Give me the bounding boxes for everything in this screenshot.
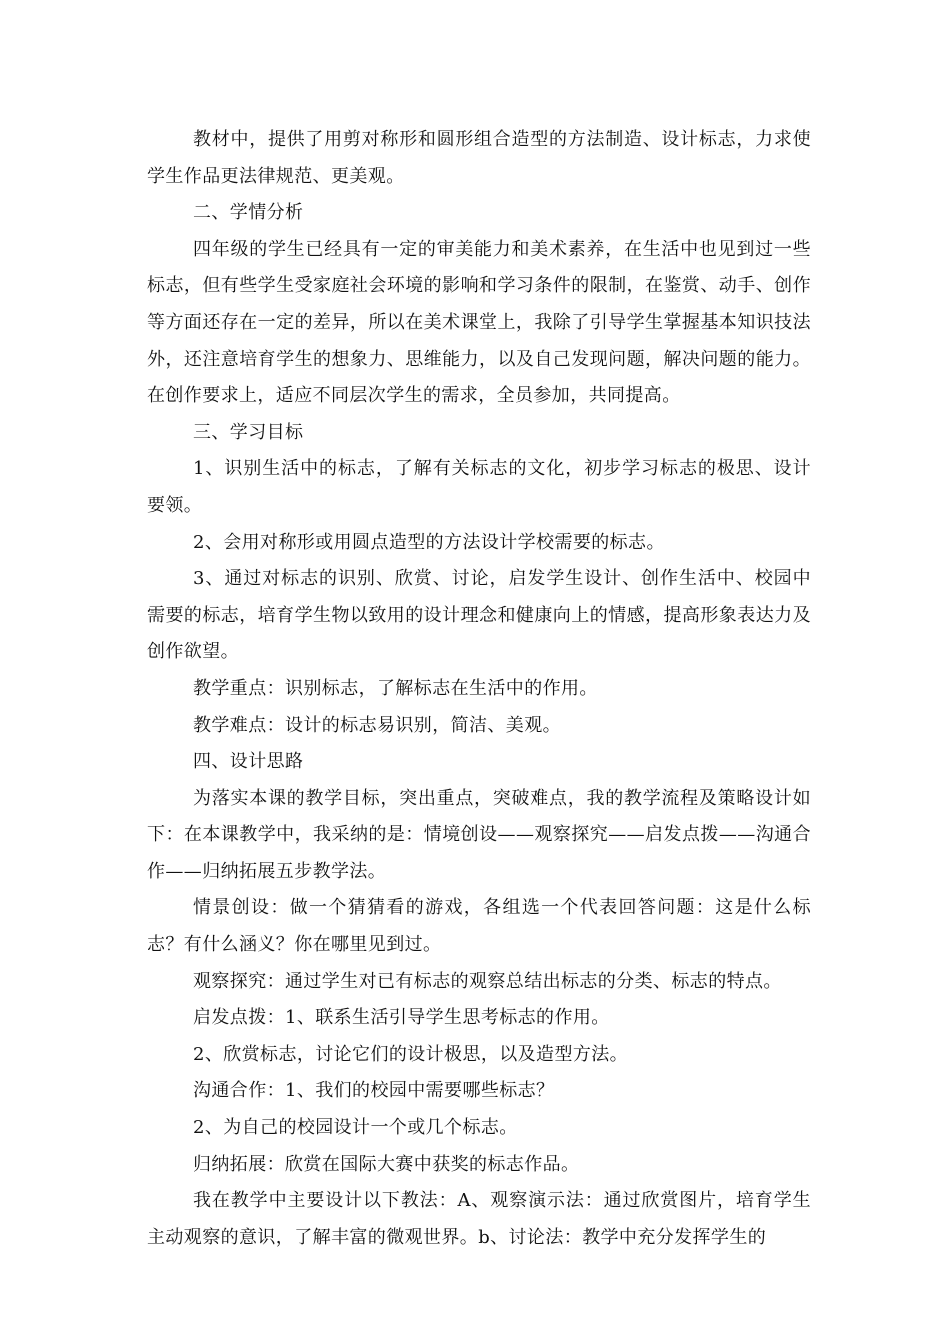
paragraph-cooperation-2: 2、为自己的校园设计一个或几个标志。 <box>193 1117 518 1139</box>
paragraph-guidance-1: 启发点拨：1、联系生活引导学生思考标志的作用。 <box>193 1007 610 1029</box>
document-body <box>147 122 811 1256</box>
paragraph-learner-analysis: 四年级的学生已经具有一定的审美能力和美术素养，在生活中也见到过一些标志，但有些学生受家庭社会环境的影响和学习条件的限制，在鉴赏、动手、创作等方面还存在一定的差异，所以在美术课堂上，我除了引导学生掌握基本知识技法外，还注意培育学生的想象力、思维能力，以及自己发现问题，解决问题的能力。在创作要求上，适应不同层次学生的需求，全员参加，共同提高。 <box>147 238 811 407</box>
heading-learning-goals: 三、学习目标 <box>193 421 304 443</box>
paragraph-goal-2: 2、会用对称形或用圆点造型的方法设计学校需要的标志。 <box>193 531 665 553</box>
paragraph-difficulty: 教学难点：设计的标志易识别，简洁、美观。 <box>193 714 561 736</box>
paragraph-situation: 情景创设：做一个猜猜看的游戏，各组选一个代表回答问题：这是什么标志？有什么涵义？你在哪里见到过。 <box>147 897 811 956</box>
heading-learner-analysis: 二、学情分析 <box>193 202 304 224</box>
paragraph-material-intro: 教材中，提供了用剪对称形和圆形组合造型的方法制造、设计标志，力求使学生作品更法律规范、更美观。 <box>147 129 811 187</box>
paragraph-extension: 归纳拓展：欣赏在国际大赛中获奖的标志作品。 <box>193 1153 580 1175</box>
paragraph-teaching-methods: 我在教学中主要设计以下教法：A、观察演示法：通过欣赏图片，培育学生主动观察的意识，了解丰富的微观世界。b、讨论法：教学中充分发挥学生的 <box>147 1190 811 1248</box>
paragraph-goal-1: 1、识别生活中的标志，了解有关标志的文化，初步学习标志的极思、设计要领。 <box>147 458 811 516</box>
paragraph-cooperation-1: 沟通合作：1、我们的校园中需要哪些标志？ <box>193 1080 555 1102</box>
paragraph-guidance-2: 2、欣赏标志，讨论它们的设计极思，以及造型方法。 <box>193 1043 629 1065</box>
heading-design-ideas: 四、设计思路 <box>193 751 304 773</box>
paragraph-goal-3: 3、通过对标志的识别、欣赏、讨论，启发学生设计、创作生活中、校园中需要的标志，培育学生物以致用的设计理念和健康向上的情感，提高形象表达力及创作欲望。 <box>147 568 811 663</box>
paragraph-key-point: 教学重点：识别标志，了解标志在生活中的作用。 <box>193 677 598 699</box>
paragraph-teaching-flow: 为落实本课的教学目标，突出重点，突破难点，我的教学流程及策略设计如下：在本课教学中，我采纳的是：情境创设——观察探究——启发点拨——沟通合作——归纳拓展五步教学法。 <box>147 787 811 882</box>
paragraph-observation: 观察探究：通过学生对已有标志的观察总结出标志的分类、标志的特点。 <box>193 970 782 992</box>
